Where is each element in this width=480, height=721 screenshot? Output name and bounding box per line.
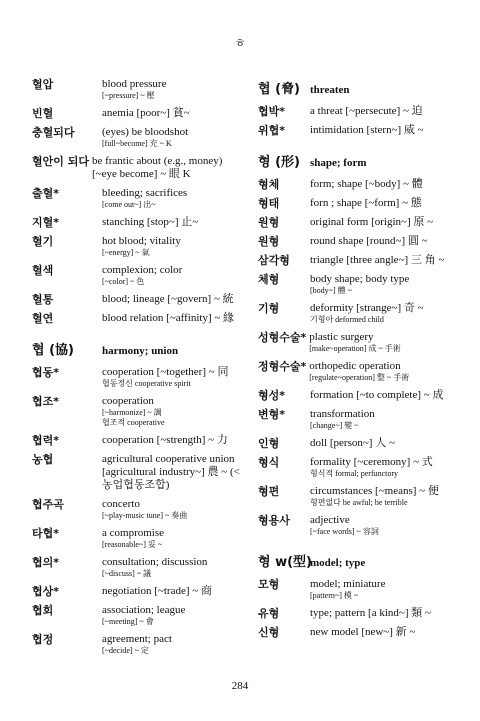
entry-definitions xyxy=(310,197,468,210)
section-headword: 형 w(型) xyxy=(258,555,312,570)
entry-headword: 충혈되다 xyxy=(32,126,75,139)
entry-subnote: [regulate~operation] 整 ~ 手術 xyxy=(309,373,410,382)
dictionary-entry xyxy=(258,197,468,210)
entry-headword: 혈연 xyxy=(32,312,54,325)
entry-definition: orthopedic operation xyxy=(309,360,401,372)
dictionary-entry xyxy=(258,437,468,450)
entry-headword: 체형 xyxy=(258,273,280,286)
right-column xyxy=(258,78,468,645)
entry-subnote: [~color] ~ 色 xyxy=(102,277,145,286)
entry-subnote: [~pressure] ~ 壓 xyxy=(102,91,155,100)
dictionary-entry xyxy=(258,302,468,325)
entry-subnote: [make~operation] 成 ~ 手術 xyxy=(309,344,401,353)
entry-headword: 원형 xyxy=(258,235,280,248)
entry-headword: 인형 xyxy=(258,437,280,450)
entry-definitions xyxy=(310,408,468,431)
entry-definitions xyxy=(102,264,242,287)
entry-definition: (eyes) be bloodshot xyxy=(102,126,189,138)
entry-definition: negotiation [~trade] ~ 商 xyxy=(102,585,212,597)
entry-headword: 협의* xyxy=(32,556,60,569)
entry-headword: 유형 xyxy=(258,607,280,620)
entry-definition: stanching [stop~] 止~ xyxy=(102,216,199,228)
entry-definition: cooperation xyxy=(102,395,154,407)
entry-definitions xyxy=(102,633,242,656)
entry-definitions xyxy=(102,585,242,598)
entry-subnote: 협동정신 cooperative spirit xyxy=(102,379,191,388)
entry-definition: a compromise xyxy=(102,527,165,539)
dictionary-entry xyxy=(258,178,468,191)
dictionary-entry xyxy=(258,626,468,639)
dictionary-entry xyxy=(32,434,242,447)
entry-definition: cooperation [~strength] ~ 力 xyxy=(102,434,228,446)
entry-headword: 형식 xyxy=(258,456,280,469)
entry-headword: 협정 xyxy=(32,633,54,646)
entry-definitions xyxy=(310,437,468,450)
entry-definitions xyxy=(310,626,468,639)
entry-headword: 혈기 xyxy=(32,235,54,248)
section-definition: model; type xyxy=(310,557,366,569)
entry-definition: cooperation [~together] ~ 同 xyxy=(102,366,229,378)
entry-subnote: [come out~] 出~ xyxy=(102,200,156,209)
entry-headword: 형체 xyxy=(258,178,280,191)
entry-definition: blood relation [~affinity] ~ 緣 xyxy=(102,312,235,324)
entry-definition: original form [origin~] 原 ~ xyxy=(310,216,434,228)
section-heading xyxy=(258,78,468,97)
entry-headword: 농협 xyxy=(32,453,54,466)
dictionary-entry xyxy=(258,389,468,402)
dictionary-entry xyxy=(32,633,242,656)
entry-subnote: 형편없다 be awful; be terrible xyxy=(310,498,408,507)
dictionary-entry xyxy=(258,408,468,431)
entry-definitions xyxy=(102,604,242,627)
dictionary-entry xyxy=(32,527,242,550)
entry-definitions xyxy=(310,485,468,508)
entry-definition: association; league xyxy=(102,604,186,616)
entry-definition: blood pressure xyxy=(102,78,167,90)
dictionary-entry xyxy=(32,556,242,579)
dictionary-entry xyxy=(32,312,242,325)
entry-definition: body shape; body type xyxy=(310,273,410,285)
entry-definitions xyxy=(102,434,242,447)
entry-headword: 기형 xyxy=(258,302,280,315)
entry-headword: 협박* xyxy=(258,105,286,118)
dictionary-entry xyxy=(258,124,468,137)
dictionary-entry xyxy=(32,366,242,389)
entry-definitions xyxy=(102,78,242,101)
entry-definition: doll [person~] 人 ~ xyxy=(310,437,395,449)
entry-definition: be frantic about (e.g., money) [~eye become] ~ 眼 K xyxy=(91,155,223,180)
dictionary-entry xyxy=(32,155,242,181)
entry-definitions xyxy=(309,360,468,383)
entry-definitions xyxy=(102,366,242,389)
entry-definitions xyxy=(310,302,468,325)
entry-headword: 형성* xyxy=(258,389,286,402)
entry-definition: transformation xyxy=(310,408,375,420)
entry-headword: 형편 xyxy=(258,485,280,498)
entry-definitions xyxy=(102,312,242,325)
entry-definition: hot blood; vitality xyxy=(102,235,181,247)
entry-definitions xyxy=(310,178,468,191)
entry-definitions xyxy=(310,124,468,137)
entry-definitions xyxy=(310,105,468,118)
section-heading xyxy=(32,339,242,358)
entry-definition: round shape [round~] 圓 ~ xyxy=(310,235,428,247)
entry-definitions xyxy=(102,235,242,258)
entry-definitions xyxy=(102,527,242,550)
entry-definitions xyxy=(102,107,242,120)
section-headword: 형 (形) xyxy=(258,155,300,170)
entry-headword: 혈압 xyxy=(32,78,54,91)
entry-definition: circumstances [~means] ~ 便 xyxy=(310,485,439,497)
dictionary-entry xyxy=(258,578,468,601)
entry-subnote: [pattern~] 模 ~ xyxy=(310,591,359,600)
entry-headword: 정형수술* xyxy=(258,360,307,373)
dictionary-entry xyxy=(258,607,468,620)
entry-definition: formality [~ceremony] ~ 式 xyxy=(310,456,433,468)
entry-headword: 타협* xyxy=(32,527,60,540)
entry-subnote: 형식적 formal; perfunctory xyxy=(310,469,399,478)
entry-headword: 협상* xyxy=(32,585,60,598)
entry-headword: 협조* xyxy=(32,395,60,408)
dictionary-entry xyxy=(32,235,242,258)
entry-definitions xyxy=(102,556,242,579)
dictionary-entry xyxy=(258,105,468,118)
dictionary-entry xyxy=(258,514,468,537)
entry-definition: agricultural cooperative union [agricultural industry~] 農 ~ (<농업협동조합) xyxy=(102,453,240,491)
entry-headword: 위협* xyxy=(258,124,286,137)
entry-definition: new model [new~] 新 ~ xyxy=(310,626,416,638)
entry-definitions xyxy=(309,331,468,354)
entry-definitions xyxy=(92,155,242,181)
entry-definitions xyxy=(310,273,468,296)
entry-subnote: 기형아 deformed child xyxy=(310,315,384,324)
entry-subnote: [~meeting] ~ 會 xyxy=(102,617,154,626)
entry-subnote: [~decide] ~ 定 xyxy=(102,646,149,655)
entry-definitions xyxy=(102,395,242,428)
dictionary-entry xyxy=(32,395,242,428)
section-heading xyxy=(258,551,468,570)
entry-definitions xyxy=(310,235,468,248)
entry-definition: formation [~to complete] ~ 成 xyxy=(310,389,444,401)
entry-subnote: [~discuss] ~ 議 xyxy=(102,569,152,578)
entry-headword: 협동* xyxy=(32,366,60,379)
entry-definition: type; pattern [a kind~] 類 ~ xyxy=(310,607,431,619)
entry-headword: 협주곡 xyxy=(32,498,64,511)
dictionary-entry xyxy=(258,456,468,479)
entry-subnote: [reasonable~] 妥 ~ xyxy=(102,540,163,549)
dictionary-entry xyxy=(32,187,242,210)
section-headword: 협 (脅) xyxy=(258,82,300,97)
entry-definition: adjective xyxy=(310,514,350,526)
entry-definitions xyxy=(310,216,468,229)
dictionary-entry xyxy=(32,78,242,101)
dictionary-entry xyxy=(32,126,242,149)
entry-headword: 변형* xyxy=(258,408,286,421)
entry-headword: 혈안이 되다 xyxy=(32,155,89,168)
entry-definition: concerto xyxy=(102,498,140,510)
section-definition: threaten xyxy=(310,84,350,96)
section-definition: shape; form xyxy=(310,157,367,169)
entry-definition: a threat [~persecute] ~ 迫 xyxy=(310,105,423,117)
entry-headword: 성형수술* xyxy=(258,331,307,344)
entry-definition: plastic surgery xyxy=(309,331,374,343)
entry-subnote: 협조적 cooperative xyxy=(102,418,165,427)
entry-definition: anemia [poor~] 貧~ xyxy=(102,107,190,119)
left-column xyxy=(32,78,242,662)
entry-headword: 빈혈 xyxy=(32,107,54,120)
entry-headword: 원형 xyxy=(258,216,280,229)
entry-subnote: [full~become] 充 ~ K xyxy=(102,139,172,148)
entry-headword: 신형 xyxy=(258,626,280,639)
section-headword: 협 (協) xyxy=(32,343,74,358)
entry-definition: forn ; shape [~form] ~ 態 xyxy=(310,197,422,209)
dictionary-entry xyxy=(258,254,468,267)
entry-definitions xyxy=(102,453,242,492)
entry-headword: 협력* xyxy=(32,434,60,447)
dictionary-entry xyxy=(258,216,468,229)
dictionary-entry xyxy=(32,216,242,229)
entry-subnote: [~face words] ~ 容詞 xyxy=(310,527,379,536)
entry-definitions xyxy=(310,607,468,620)
entry-definition: form; shape [~body] ~ 體 xyxy=(310,178,423,190)
entry-definitions xyxy=(310,578,468,601)
entry-headword: 모형 xyxy=(258,578,280,591)
entry-subnote: [~harmonize] ~ 調 xyxy=(102,408,162,417)
dictionary-entry xyxy=(258,235,468,248)
section-definition: harmony; union xyxy=(102,345,179,357)
page-header: ㅎ xyxy=(234,36,246,50)
dictionary-entry xyxy=(258,485,468,508)
dictionary-entry xyxy=(32,264,242,287)
entry-definition: blood; lineage [~govern] ~ 統 xyxy=(102,293,234,305)
entry-headword: 형태 xyxy=(258,197,280,210)
entry-definitions xyxy=(310,254,468,267)
entry-subnote: [body~] 體 ~ xyxy=(310,286,352,295)
entry-definition: triangle [three angle~] 三 角 ~ xyxy=(310,254,445,266)
entry-definition: agreement; pact xyxy=(102,633,172,645)
entry-definitions xyxy=(102,187,242,210)
entry-subnote: [change~] 變 ~ xyxy=(310,421,359,430)
entry-definitions xyxy=(310,389,468,402)
dictionary-entry xyxy=(32,293,242,306)
entry-definitions xyxy=(102,126,242,149)
entry-headword: 협회 xyxy=(32,604,54,617)
dictionary-entry xyxy=(258,360,468,383)
entry-definitions xyxy=(102,216,242,229)
entry-definitions xyxy=(310,456,468,479)
dictionary-entry xyxy=(32,107,242,120)
entry-definition: deformity [strange~] 奇 ~ xyxy=(310,302,424,314)
section-heading xyxy=(258,151,468,170)
entry-definition: model; miniature xyxy=(310,578,386,590)
entry-definition: intimidation [stern~] 威 ~ xyxy=(310,124,424,136)
entry-headword: 지혈* xyxy=(32,216,60,229)
entry-definitions xyxy=(310,514,468,537)
entry-definition: complexion; color xyxy=(102,264,183,276)
entry-headword: 혈색 xyxy=(32,264,54,277)
dictionary-entry xyxy=(32,453,242,492)
dictionary-entry xyxy=(32,498,242,521)
entry-headword: 혈통 xyxy=(32,293,54,306)
dictionary-entry xyxy=(258,273,468,296)
dictionary-entry xyxy=(258,331,468,354)
entry-subnote: [~play-music tune] ~ 奏曲 xyxy=(102,511,188,520)
dictionary-entry xyxy=(32,604,242,627)
page-number: 284 xyxy=(231,680,249,692)
entry-headword: 출혈* xyxy=(32,187,60,200)
entry-subnote: [~energy] ~ 氣 xyxy=(102,248,150,257)
entry-headword: 삼각형 xyxy=(258,254,290,267)
entry-definitions xyxy=(102,498,242,521)
entry-headword: 형용사 xyxy=(258,514,290,527)
entry-definition: bleeding; sacrifices xyxy=(102,187,188,199)
dictionary-entry xyxy=(32,585,242,598)
entry-definitions xyxy=(102,293,242,306)
entry-definition: consultation; discussion xyxy=(102,556,208,568)
